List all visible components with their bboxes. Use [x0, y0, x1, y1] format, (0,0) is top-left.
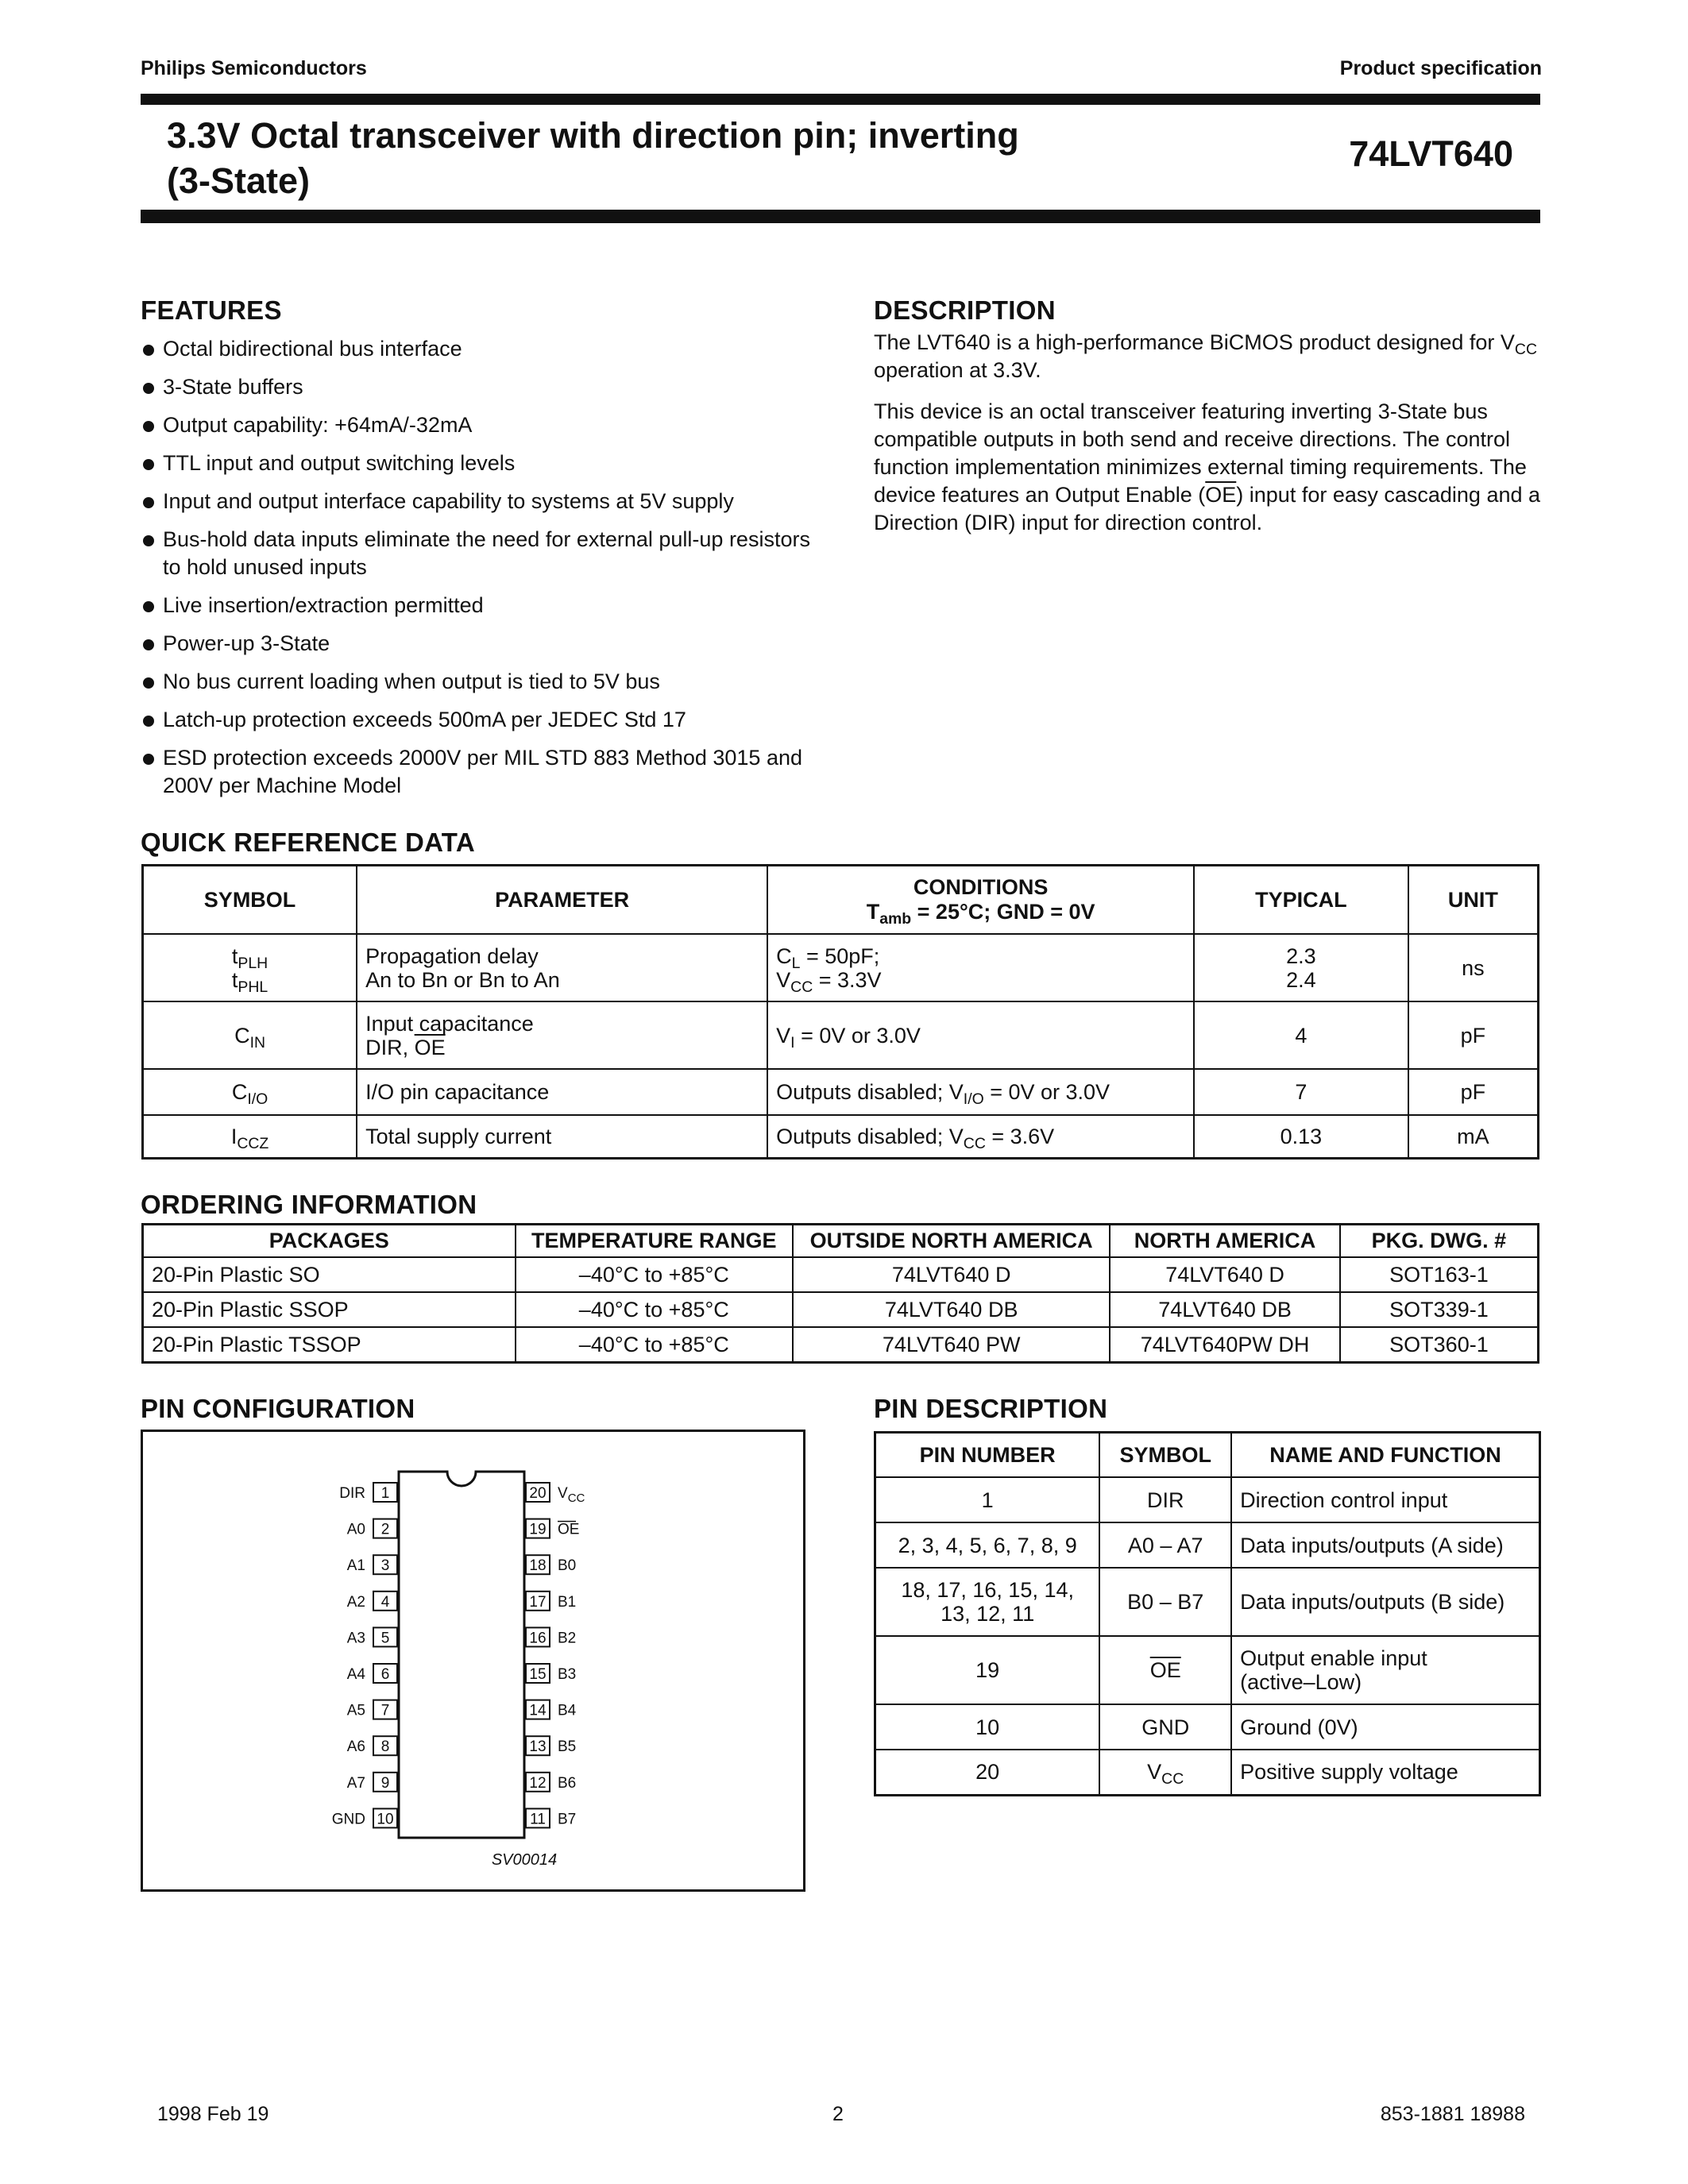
feature-item: TTL input and output switching levels [141, 450, 825, 477]
pin-description-table [874, 1431, 1541, 1796]
feature-item: Latch-up protection exceeds 500mA per JEDEC Std 17 [141, 706, 825, 734]
document-title: 3.3V Octal transceiver with direction pin; inverting (3-State) [167, 115, 1019, 201]
pin-label: B6 [558, 1774, 577, 1792]
part-number: 74LVT640 [1349, 133, 1513, 174]
table-row: 19 $\overline{OE}$ Output enable input (active–Low) [875, 1636, 1540, 1704]
description-paragraph-2: This device is an octal transceiver featuring inverting 3-State bus compatible outputs in both send and receive directions. The control function implementation minimizes external timing requirements. The device features an Output Enable $(\overline{OE})$ input for easy cascading and a Direction (DIR) input for direction control. [874, 399, 1541, 534]
table-row: $C_{I/O}$ I/O pin capacitance Outputs disabled; $V_{I/O} = 0V$ or 3.0V 7 pF [143, 1069, 1539, 1115]
quick-reference-table [141, 864, 1539, 1160]
pin-number: 16 [529, 1630, 547, 1647]
table-row: $t_{PLH}$ $t_{PHL}$ Propagation delay An to Bn or Bn to An $C_L = 50pF$; $V_{CC} = 3.3V$ 2.3 2.4 ns [143, 934, 1539, 1001]
pin-label: A6 [346, 1738, 365, 1756]
feature-item: Octal bidirectional bus interface [141, 335, 825, 363]
feature-item: Input and output interface capability to systems at 5V supply [141, 488, 825, 515]
table-row: 1 DIR Direction control input [875, 1477, 1540, 1522]
ordering-table [141, 1223, 1539, 1364]
table-row: $C_{IN}$ Input capacitance DIR, $\overline{OE}$ $V_I = 0V$ or 3.0V 4 pF [143, 1001, 1539, 1069]
pin-number: 3 [380, 1557, 390, 1575]
pin-label: B0 [558, 1557, 577, 1575]
pin-label: $V_{CC}$ [558, 1485, 585, 1505]
pin-label: A3 [346, 1630, 365, 1647]
table-row: 20-Pin Plastic SO –40°C to +85°C 74LVT640 D 74LVT640 D SOT163-1 [143, 1257, 1539, 1292]
pin-diagram [143, 1432, 803, 1889]
pin-number: 19 [529, 1521, 547, 1538]
pin-label: DIR [339, 1485, 365, 1502]
footer-page-number: 2 [832, 2103, 844, 2125]
description-body [874, 329, 1557, 550]
pin-label: B7 [558, 1811, 577, 1828]
table-header-row [143, 866, 1539, 935]
pin-number: 2 [380, 1521, 390, 1538]
quick-reference-heading: QUICK REFERENCE DATA [141, 828, 475, 857]
feature-item: ESD protection exceeds 2000V per MIL STD 883 Method 3015 and 200V per Machine Model [141, 744, 825, 800]
description-paragraph-1: The LVT640 is a high-performance BiCMOS product designed for $V_{CC}$ operation at 3.3V. [874, 330, 1537, 382]
pin-label: B1 [558, 1593, 577, 1611]
table-row: 10 GND Ground (0V) [875, 1704, 1540, 1750]
table-row: 18, 17, 16, 15, 14, 13, 12, 11 B0 – B7 Data inputs/outputs (B side) [875, 1568, 1540, 1636]
feature-item: Bus-hold data inputs eliminate the need for external pull-up resistors to hold unused inputs [141, 526, 825, 581]
pin-label: OE [558, 1521, 580, 1538]
pin-configuration-box [141, 1430, 805, 1892]
col-parameter: PARAMETER [357, 866, 767, 935]
pin-number: 8 [380, 1738, 390, 1756]
pin-number: 9 [380, 1774, 390, 1792]
description-heading: DESCRIPTION [874, 295, 1056, 325]
pin-description-heading: PIN DESCRIPTION [874, 1394, 1108, 1423]
pin-label: B2 [558, 1630, 577, 1647]
feature-item: 3-State buffers [141, 373, 825, 401]
pin-number: 11 [530, 1811, 546, 1828]
pin-number: 17 [529, 1593, 547, 1611]
features-list [141, 335, 825, 810]
pin-label: A7 [346, 1774, 365, 1792]
col-typical: TYPICAL [1194, 866, 1408, 935]
pin-number: 10 [377, 1811, 394, 1828]
pin-number: 7 [380, 1702, 390, 1719]
drawing-code: SV00014 [491, 1851, 558, 1869]
document-type: Product specification [1339, 57, 1542, 79]
pin-number: 5 [380, 1630, 390, 1647]
col-conditions: CONDITIONS $T_{amb} = 25^\circ C$; GND = 0V [767, 866, 1194, 935]
footer-document-code: 853-1881 18988 [1380, 2103, 1525, 2125]
pin-number: 12 [529, 1774, 547, 1792]
pin-label: B5 [558, 1738, 577, 1756]
footer-date: 1998 Feb 19 [157, 2103, 269, 2125]
feature-item: Power-up 3-State [141, 630, 825, 658]
table-header-row: PIN NUMBER SYMBOL NAME AND FUNCTION [875, 1433, 1540, 1478]
pin-label: GND [331, 1811, 365, 1828]
table-row: 20-Pin Plastic TSSOP –40°C to +85°C 74LVT640 PW 74LVT640PW DH SOT360-1 [143, 1327, 1539, 1363]
pin-number: 15 [529, 1666, 547, 1683]
company-name: Philips Semiconductors [141, 57, 367, 79]
feature-item: Output capability: +64mA/-32mA [141, 411, 825, 439]
table-row: 20-Pin Plastic SSOP –40°C to +85°C 74LVT640 DB 74LVT640 DB SOT339-1 [143, 1292, 1539, 1327]
pin-label: A2 [346, 1593, 365, 1611]
ic-package-outline [399, 1472, 524, 1838]
pin-number: 4 [380, 1593, 390, 1611]
ordering-heading: ORDERING INFORMATION [141, 1190, 477, 1219]
header-rule-bottom [141, 210, 1540, 223]
pin-label: B3 [558, 1666, 577, 1683]
feature-item: No bus current loading when output is tied to 5V bus [141, 668, 825, 696]
table-row: $I_{CCZ}$ Total supply current Outputs disabled; $V_{CC} = 3.6V$ 0.13 mA [143, 1115, 1539, 1158]
pin-label: A0 [346, 1521, 365, 1538]
table-header-row: PACKAGES TEMPERATURE RANGE OUTSIDE NORTH AMERICA NORTH AMERICA PKG. DWG. # [143, 1225, 1539, 1258]
col-unit: UNIT [1408, 866, 1539, 935]
pin-label: A5 [346, 1702, 365, 1719]
header-rule-top [141, 94, 1540, 105]
feature-item: Live insertion/extraction permitted [141, 592, 825, 619]
pin-number: 18 [529, 1557, 547, 1575]
pin-label: B4 [558, 1702, 577, 1719]
pin-number: 13 [529, 1738, 547, 1756]
table-row: 2, 3, 4, 5, 6, 7, 8, 9 A0 – A7 Data inputs/outputs (A side) [875, 1522, 1540, 1568]
pin-label: A4 [346, 1666, 365, 1683]
pin-number: 20 [529, 1485, 547, 1502]
pin-label: A1 [346, 1557, 365, 1575]
col-symbol: SYMBOL [143, 866, 357, 935]
pin-number: 14 [529, 1702, 547, 1719]
features-heading: FEATURES [141, 295, 282, 325]
pin-number: 1 [380, 1485, 390, 1502]
pin-number: 6 [380, 1666, 390, 1683]
table-row: 20 $V_{CC}$ Positive supply voltage [875, 1750, 1540, 1795]
pin-configuration-heading: PIN CONFIGURATION [141, 1394, 415, 1423]
